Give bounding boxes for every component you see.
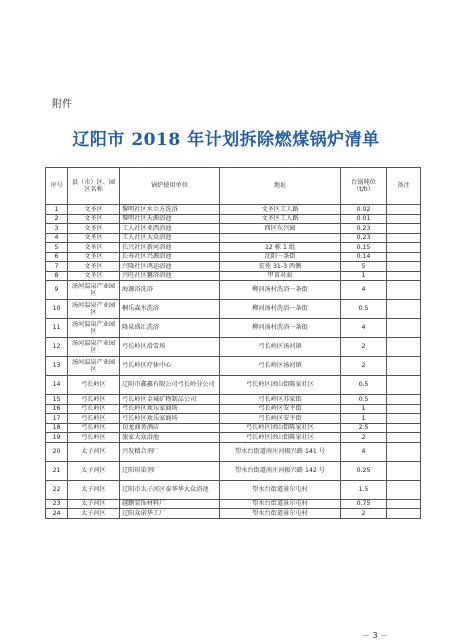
boiler-table-container xyxy=(45,167,420,519)
cell-district: 汤河温泉产业园区 xyxy=(68,338,120,357)
cell-district: 弓长岭区 xyxy=(68,395,120,405)
table-row xyxy=(46,404,421,414)
cell-unit: 海源浴洗浴 xyxy=(120,281,220,300)
cell-address: 弓长岭区安平街 xyxy=(220,404,341,414)
cell-capacity: 0.02 xyxy=(341,205,387,215)
cell-unit: 隆泉盛汇洗浴 xyxy=(120,319,220,338)
cell-address: 文圣区工人路 xyxy=(220,205,341,215)
cell-address: 沈阳一条街 xyxy=(220,252,341,262)
cell-district: 文圣区 xyxy=(68,243,120,253)
cell-capacity: 4 xyxy=(341,319,387,338)
cell-unit: 旬龙商务酒店 xyxy=(120,423,220,433)
cell-note xyxy=(387,205,421,215)
cell-unit: 辽阳印染剂厂 xyxy=(120,461,220,480)
table-row xyxy=(46,300,421,319)
table-row xyxy=(46,224,421,234)
cell-capacity: 0.5 xyxy=(341,300,387,319)
cell-district: 文圣区 xyxy=(68,271,120,281)
table-row xyxy=(46,376,421,395)
cell-address: 望水台街道景尔屯村 xyxy=(220,499,341,509)
cell-district: 汤河温泉产业园区 xyxy=(68,319,120,338)
cell-capacity: 0.23 xyxy=(341,224,387,234)
cell-district: 弓长岭区 xyxy=(68,414,120,424)
cell-address: 弓长岭区安平街 xyxy=(220,414,341,424)
cell-note xyxy=(387,252,421,262)
cell-unit: 兴发精合剂厂 xyxy=(120,442,220,461)
cell-capacity: 2 xyxy=(341,357,387,376)
cell-note xyxy=(387,319,421,338)
cell-district: 太子河区 xyxy=(68,442,120,461)
table-row xyxy=(46,338,421,357)
header-address: 地址 xyxy=(220,168,341,205)
table-row xyxy=(46,243,421,253)
cell-district: 文圣区 xyxy=(68,252,120,262)
table-row xyxy=(46,214,421,224)
header-district: 县（市）区、园区名称 xyxy=(68,168,120,205)
cell-address: 望水台街道南庄河振兴路 142 号 xyxy=(220,461,341,480)
cell-district: 太子河区 xyxy=(68,509,120,519)
boiler-table xyxy=(45,167,421,519)
cell-address: 望水台街道景尔屯村 xyxy=(220,509,341,519)
cell-address: 宏苑 31-3 西侧 xyxy=(220,262,341,272)
cell-no: 2 xyxy=(46,214,68,224)
cell-note xyxy=(387,414,421,424)
table-row xyxy=(46,233,421,243)
cell-no: 20 xyxy=(46,442,68,461)
cell-note xyxy=(387,357,421,376)
cell-address: 弓长岭区苏家街 xyxy=(220,395,341,405)
header-no: 序号 xyxy=(46,168,68,205)
cell-no: 6 xyxy=(46,252,68,262)
cell-address xyxy=(220,233,341,243)
cell-capacity: 0.5 xyxy=(341,395,387,405)
cell-district: 文圣区 xyxy=(68,233,120,243)
cell-unit: 弓长岭区金城矿物制品公司 xyxy=(120,395,220,405)
header-unit: 锅炉使用单位 xyxy=(120,168,220,205)
cell-unit: 弓长岭区滑雪场 xyxy=(120,338,220,357)
cell-no: 12 xyxy=(46,338,68,357)
cell-note xyxy=(387,233,421,243)
cell-capacity: 0.14 xyxy=(341,252,387,262)
cell-no: 14 xyxy=(46,376,68,395)
cell-district: 文圣区 xyxy=(68,224,120,234)
cell-note xyxy=(387,433,421,443)
cell-capacity: 2 xyxy=(341,433,387,443)
cell-district: 文圣区 xyxy=(68,262,120,272)
table-row xyxy=(46,395,421,405)
cell-address: 弓长岭区团山街陈家社区 xyxy=(220,433,341,443)
cell-address: 柳河汤村洗浴一条街 xyxy=(220,319,341,338)
header-note: 备注 xyxy=(387,168,421,205)
cell-no: 7 xyxy=(46,262,68,272)
cell-district: 弓长岭区 xyxy=(68,376,120,395)
cell-capacity: 0.75 xyxy=(341,499,387,509)
cell-address: 文圣区工人路 xyxy=(220,214,341,224)
table-row xyxy=(46,271,421,281)
cell-unit: 长寿社区兴源浴池 xyxy=(120,252,220,262)
cell-unit: 旅家大众浴池 xyxy=(120,433,220,443)
page-number: － 3 － xyxy=(362,631,389,640)
cell-note xyxy=(387,461,421,480)
cell-unit: 黎明社区天源浴池 xyxy=(120,214,220,224)
cell-note xyxy=(387,404,421,414)
cell-capacity: 0.01 xyxy=(341,214,387,224)
cell-unit: 辽阳众诺华工厂 xyxy=(120,509,220,519)
cell-address: 弓长岭区汤河镇 xyxy=(220,357,341,376)
cell-no: 21 xyxy=(46,461,68,480)
cell-unit: 兴旺社区馨浴浴池 xyxy=(120,271,220,281)
cell-note xyxy=(387,300,421,319)
cell-capacity: 0.23 xyxy=(341,233,387,243)
table-row xyxy=(46,480,421,499)
cell-note xyxy=(387,509,421,519)
table-row xyxy=(46,205,421,215)
cell-no: 3 xyxy=(46,224,68,234)
table-row xyxy=(46,262,421,272)
cell-address: 柳河汤村洗浴一条街 xyxy=(220,300,341,319)
cell-no: 13 xyxy=(46,357,68,376)
cell-address: 弓长岭区汤河镇 xyxy=(220,338,341,357)
cell-note xyxy=(387,480,421,499)
cell-capacity: 2.5 xyxy=(341,423,387,433)
cell-no: 11 xyxy=(46,319,68,338)
cell-note xyxy=(387,281,421,300)
cell-capacity: 0.25 xyxy=(341,461,387,480)
cell-address: 甲省对面 xyxy=(220,271,341,281)
cell-capacity: 0.5 xyxy=(341,376,387,395)
cell-unit: 长兴社区新河浴池 xyxy=(120,243,220,253)
cell-capacity: 1 xyxy=(341,404,387,414)
cell-district: 汤河温泉产业园区 xyxy=(68,281,120,300)
table-row xyxy=(46,414,421,424)
cell-district: 太子河区 xyxy=(68,480,120,499)
cell-capacity: 2 xyxy=(341,338,387,357)
cell-address: 西区东兴园 xyxy=(220,224,341,234)
table-row xyxy=(46,357,421,376)
cell-no: 16 xyxy=(46,404,68,414)
cell-capacity: 4 xyxy=(341,281,387,300)
cell-unit: 黎明社区水立方洗浴 xyxy=(120,205,220,215)
cell-address: 望水台街道南庄河振兴路 141 号 xyxy=(220,442,341,461)
cell-unit: 越鹏装饰材料厂 xyxy=(120,499,220,509)
cell-no: 15 xyxy=(46,395,68,405)
cell-district: 弓长岭区 xyxy=(68,423,120,433)
cell-note xyxy=(387,271,421,281)
table-row xyxy=(46,319,421,338)
table-row xyxy=(46,433,421,443)
cell-no: 18 xyxy=(46,423,68,433)
cell-unit: 工人社区大众浴池 xyxy=(120,233,220,243)
cell-note xyxy=(387,395,421,405)
cell-no: 24 xyxy=(46,509,68,519)
cell-capacity: 0.15 xyxy=(341,243,387,253)
cell-address: 弓长岭区团山街陈家社区 xyxy=(220,423,341,433)
cell-no: 10 xyxy=(46,300,68,319)
cell-address: 望水台街道景尔屯村 xyxy=(220,480,341,499)
page-title: 辽阳市 2018 年计划拆除燃煤锅炉清单 xyxy=(72,130,380,150)
cell-capacity: 1.5 xyxy=(341,480,387,499)
cell-capacity: 1 xyxy=(341,271,387,281)
table-header-row xyxy=(46,168,421,205)
cell-unit: 工人社区亚西浴池 xyxy=(120,224,220,234)
cell-district: 文圣区 xyxy=(68,214,120,224)
cell-address: 12 栋 1 组 xyxy=(220,243,341,253)
cell-district: 汤河温泉产业园区 xyxy=(68,357,120,376)
cell-note xyxy=(387,214,421,224)
cell-no: 1 xyxy=(46,205,68,215)
cell-unit: 弓长岭区疗休中心 xyxy=(120,357,220,376)
cell-note xyxy=(387,499,421,509)
cell-unit: 辽阳市鑫鑫有限公司弓长岭分公司 xyxy=(120,376,220,395)
cell-district: 文圣区 xyxy=(68,205,120,215)
table-body xyxy=(46,205,421,519)
cell-district: 弓长岭区 xyxy=(68,433,120,443)
table-row xyxy=(46,252,421,262)
cell-no: 17 xyxy=(46,414,68,424)
cell-no: 22 xyxy=(46,480,68,499)
cell-no: 23 xyxy=(46,499,68,509)
cell-unit: 桐乐森水洗浴 xyxy=(120,300,220,319)
cell-note xyxy=(387,423,421,433)
table-row xyxy=(46,509,421,519)
cell-note xyxy=(387,262,421,272)
cell-address: 弓长岭区团山街陈家社区 xyxy=(220,376,341,395)
cell-no: 4 xyxy=(46,233,68,243)
cell-unit: 辽阳市太子河区泰华华大众浴池 xyxy=(120,480,220,499)
cell-no: 5 xyxy=(46,243,68,253)
header-capacity: 台锅吨位（t/h） xyxy=(341,168,387,205)
table-row xyxy=(46,499,421,509)
cell-unit: 兴隆社区鸿运浴池 xyxy=(120,262,220,272)
cell-capacity: 4 xyxy=(341,442,387,461)
cell-district: 太子河区 xyxy=(68,461,120,480)
cell-district: 汤河温泉产业园区 xyxy=(68,300,120,319)
table-row xyxy=(46,423,421,433)
cell-capacity: 1 xyxy=(341,414,387,424)
cell-capacity: 2 xyxy=(341,509,387,519)
cell-note xyxy=(387,243,421,253)
cell-capacity: 5 xyxy=(341,262,387,272)
cell-district: 太子河区 xyxy=(68,499,120,509)
table-row xyxy=(46,442,421,461)
cell-note xyxy=(387,376,421,395)
cell-district: 弓长岭区 xyxy=(68,404,120,414)
cell-no: 8 xyxy=(46,271,68,281)
cell-note xyxy=(387,442,421,461)
cell-address: 柳河汤村洗浴一条街 xyxy=(220,281,341,300)
table-row xyxy=(46,281,421,300)
cell-no: 19 xyxy=(46,433,68,443)
cell-no: 9 xyxy=(46,281,68,300)
cell-note xyxy=(387,338,421,357)
attachment-label: 附件 xyxy=(52,99,72,110)
cell-unit: 弓长岭区欢乐家商场 xyxy=(120,404,220,414)
cell-unit: 弓长岭区欢乐家商场 xyxy=(120,414,220,424)
cell-note xyxy=(387,224,421,234)
table-row xyxy=(46,461,421,480)
